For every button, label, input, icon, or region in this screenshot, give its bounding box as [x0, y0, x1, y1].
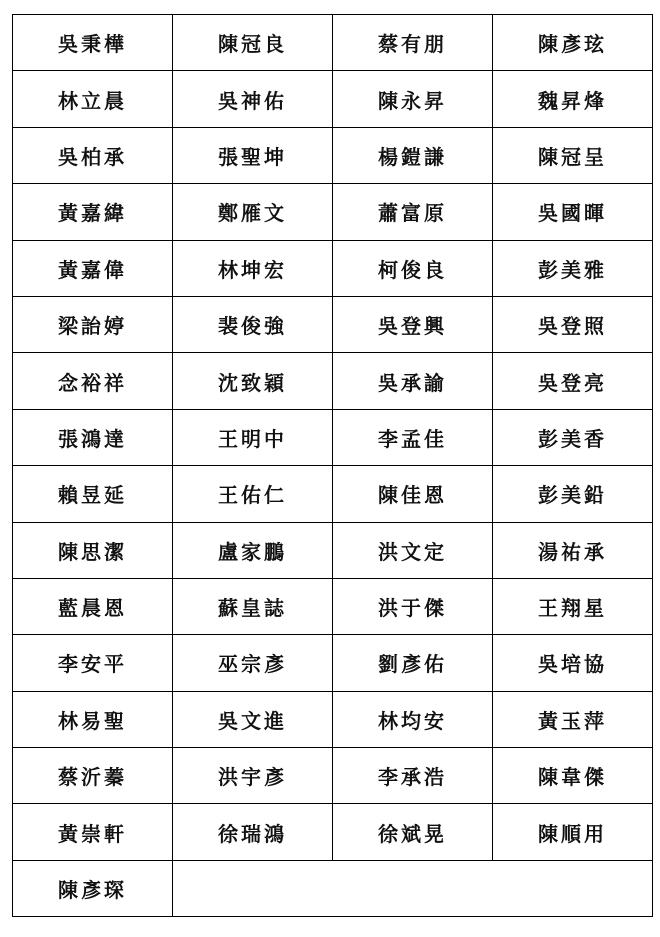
name-cell: 林易聖: [13, 691, 173, 747]
name-cell: 洪于傑: [333, 578, 493, 634]
table-row: [13, 184, 653, 240]
name-cell: 柯俊良: [333, 240, 493, 296]
name-cell: 吳柏承: [13, 127, 173, 183]
name-cell: 陳思潔: [13, 522, 173, 578]
table-row: [13, 691, 653, 747]
table-row: [13, 240, 653, 296]
name-cell: 陳佳恩: [333, 466, 493, 522]
name-cell: 李承浩: [333, 748, 493, 804]
table-row: [13, 71, 653, 127]
table-row: [13, 522, 653, 578]
name-cell: 吳登照: [493, 296, 653, 352]
name-cell: 林坤宏: [173, 240, 333, 296]
name-cell: 吳培協: [493, 635, 653, 691]
name-cell: 賴昱延: [13, 466, 173, 522]
name-table: [12, 14, 653, 917]
name-cell: 洪文定: [333, 522, 493, 578]
name-cell: 陳永昇: [333, 71, 493, 127]
name-cell: 吳文進: [173, 691, 333, 747]
name-cell: 蔡沂蓁: [13, 748, 173, 804]
name-cell: 王明中: [173, 409, 333, 465]
name-cell: 劉彥佑: [333, 635, 493, 691]
name-cell: 王翔星: [493, 578, 653, 634]
name-cell: 陳順用: [493, 804, 653, 860]
name-cell: 彭美雅: [493, 240, 653, 296]
table-row: [13, 860, 653, 916]
table-row: [13, 127, 653, 183]
name-cell: 藍晨恩: [13, 578, 173, 634]
name-cell: 裴俊強: [173, 296, 333, 352]
name-cell: 吳秉樺: [13, 15, 173, 71]
name-cell: 陳冠良: [173, 15, 333, 71]
name-cell: 沈致穎: [173, 353, 333, 409]
table-row: [13, 578, 653, 634]
name-cell: 黃崇軒: [13, 804, 173, 860]
name-cell: 王佑仁: [173, 466, 333, 522]
name-cell: 黃嘉偉: [13, 240, 173, 296]
name-cell: 巫宗彥: [173, 635, 333, 691]
table-row: [13, 296, 653, 352]
name-cell: 林立晨: [13, 71, 173, 127]
table-row: [13, 15, 653, 71]
name-cell: 黃玉萍: [493, 691, 653, 747]
name-cell: 魏昇烽: [493, 71, 653, 127]
name-cell: 陳韋傑: [493, 748, 653, 804]
name-cell: 湯祐承: [493, 522, 653, 578]
table-row: [13, 466, 653, 522]
table-row: [13, 804, 653, 860]
name-cell: 張鴻達: [13, 409, 173, 465]
name-cell: 楊鎧謙: [333, 127, 493, 183]
name-cell: 鄭雁文: [173, 184, 333, 240]
name-cell: 盧家鵬: [173, 522, 333, 578]
name-cell: 黃嘉緯: [13, 184, 173, 240]
name-cell: 梁詒婷: [13, 296, 173, 352]
name-cell: 吳神佑: [173, 71, 333, 127]
name-cell: 洪宇彥: [173, 748, 333, 804]
name-cell: 李孟佳: [333, 409, 493, 465]
name-cell: 吳登亮: [493, 353, 653, 409]
name-cell: 念裕祥: [13, 353, 173, 409]
name-cell: 陳彥琛: [13, 860, 173, 916]
table-row: [13, 635, 653, 691]
name-cell: 蘇皇誌: [173, 578, 333, 634]
name-table-body: [13, 15, 653, 917]
table-row: [13, 748, 653, 804]
name-cell: 彭美鉛: [493, 466, 653, 522]
name-cell: 陳冠呈: [493, 127, 653, 183]
name-cell: 吳承諭: [333, 353, 493, 409]
empty-cell: [173, 860, 653, 916]
name-cell: 蕭富原: [333, 184, 493, 240]
name-cell: 蔡有朋: [333, 15, 493, 71]
name-cell: 吳登興: [333, 296, 493, 352]
name-list-sheet: [12, 14, 650, 916]
name-cell: 吳國暉: [493, 184, 653, 240]
name-cell: 彭美香: [493, 409, 653, 465]
name-cell: 徐斌晃: [333, 804, 493, 860]
name-cell: 陳彥玹: [493, 15, 653, 71]
name-cell: 徐瑞鴻: [173, 804, 333, 860]
table-row: [13, 353, 653, 409]
name-cell: 張聖坤: [173, 127, 333, 183]
table-row: [13, 409, 653, 465]
name-cell: 林均安: [333, 691, 493, 747]
name-cell: 李安平: [13, 635, 173, 691]
